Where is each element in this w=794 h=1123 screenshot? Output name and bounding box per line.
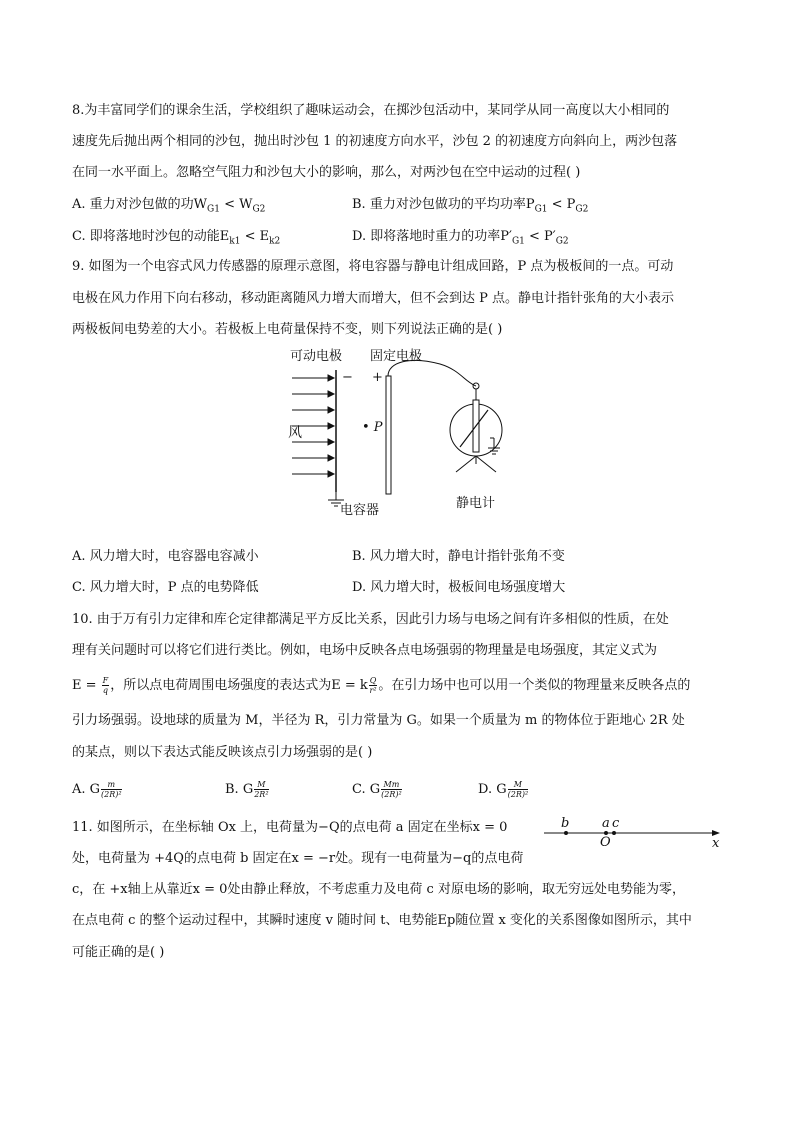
q10-line-1: 10. 由于万有引力定律和库仑定律都满足平方反比关系，因此引力场与电场之间有许多相似的性质，在处 — [72, 612, 669, 627]
electrometer-label: 静电计 — [456, 496, 496, 511]
q10-line-5: 的某点，则以下表达式能反映该点引力场强弱的是( ) — [72, 745, 373, 760]
q11-line-1: 11. 如图所示，在坐标轴 Ox 上，电荷量为−Q的点电荷 a 固定在坐标x = 0 — [72, 820, 508, 835]
electrometer-icon — [450, 383, 502, 472]
movable-electrode-label: 可动电极 — [290, 349, 343, 364]
q8-option-b: B. 重力对沙包做功的平均功率$P_{G1} < P_{G2}$ — [352, 197, 589, 215]
q10-line-4: 引力场强弱。设地球的质量为 M，半径为 R，引力常量为 G。如果一个质量为 m 的物体位于距地心 2R 处 — [72, 713, 685, 728]
plus-sign: + — [372, 370, 383, 385]
q11-line-4: 在点电荷 c 的整个运动过程中，其瞬时速度 v 随时间 t、电势能Ep随位置 x 变化的关系图像如图所示，其中 — [72, 913, 692, 928]
capacitor-diagram — [280, 342, 540, 522]
label-a: a — [602, 816, 610, 831]
q9-line-2: 电极在风力作用下向右移动，移动距离随风力增大而增大，但不会到达 P 点。静电计指针张角的大小表示 — [72, 291, 675, 306]
q9-line-1: 9. 如图为一个电容式风力传感器的原理示意图，将电容器与静电计组成回路，P 点为极板间的一点。可动 — [72, 259, 674, 274]
fixed-electrode-label: 固定电极 — [370, 349, 423, 364]
q10-line-2: 理有关问题时可以将它们进行类比。例如，电场中反映各点电场强弱的物理量是电场强度，其定义式为 — [72, 643, 658, 658]
connecting-wire — [388, 360, 476, 386]
label-b: b — [561, 816, 570, 831]
q10-option-b: B. G $\frac{M}{\text{2R²}}$ — [225, 780, 269, 799]
q11-line-5: 可能正确的是( ) — [72, 945, 165, 960]
q9-figure — [280, 342, 540, 522]
q9-line-3: 两极板间电势差的大小。若极板上电荷量保持不变，则下列说法正确的是( ) — [72, 322, 503, 337]
label-x: x — [712, 836, 720, 851]
q8-line-3: 在同一水平面上。忽略空气阻力和沙包大小的影响，那么，对两沙包在空中运动的过程( ) — [72, 165, 581, 180]
charge-c-dot — [612, 831, 616, 835]
q11-line-3: c，在 +x轴上从靠近x = 0处由静止释放，不考虑重力及电荷 c 对原电场的影响，取无穷远处电势能为零， — [72, 882, 685, 897]
q8-option-d: D. 即将落地时重力的功率$P'_{G1} < P'_{G2}$ — [352, 229, 569, 247]
q9-option-c: C. 风力增大时，P 点的电势降低 — [72, 580, 259, 595]
q8-line-1: 8.为丰富同学们的课余生活，学校组织了趣味运动会，在掷沙包活动中，某同学从同一高度以大小相同的 — [72, 103, 670, 118]
label-origin: O — [600, 835, 611, 850]
point-p-label: • P — [362, 420, 383, 435]
charge-b-dot — [564, 831, 568, 835]
capacitor-label: 电容器 — [340, 503, 380, 518]
q9-option-a: A. 风力增大时，电容器电容减小 — [72, 549, 259, 564]
q8-line-2: 速度先后抛出两个相同的沙包，抛出时沙包 1 的初速度方向水平，沙包 2 的初速度方向斜向上，两沙包落 — [72, 134, 678, 149]
label-c: c — [612, 816, 620, 831]
q9-option-d: D. 风力增大时，极板间电场强度增大 — [352, 580, 566, 595]
q11-axis-figure — [540, 816, 730, 856]
wind-label: 风 — [288, 425, 302, 441]
minus-sign: − — [342, 370, 353, 385]
q8-option-c: C. 即将落地时沙包的动能$E_{k1} < E_{k2}$ — [72, 229, 281, 247]
q8-option-a: A. 重力对沙包做的功$W_{G1} < W_{G2}$ — [72, 197, 266, 215]
q11-line-2: 处，电荷量为 +4Q的点电荷 b 固定在x = −r处。现有一电荷量为−q的点电荷 — [72, 851, 524, 866]
fixed-plate — [386, 376, 391, 494]
q10-line-3: E = $\frac{F}{q}$ ，所以点电荷周围电场强度的表达式为E = k $\frac{Q}{\text{r²}}$ 。在引力场中也可以用一个类似的物理量来反映各点的 — [72, 676, 691, 695]
q10-option-c: C. G $\frac{Mm}{\text{(2R)²}}$ — [352, 780, 402, 799]
q9-option-b: B. 风力增大时，静电计指针张角不变 — [352, 549, 565, 564]
q10-option-a: A. G $\frac{m}{\text{(2R)²}}$ — [72, 780, 122, 799]
q10-option-d: D. G $\frac{M}{\text{(2R)²}}$ — [478, 780, 529, 799]
